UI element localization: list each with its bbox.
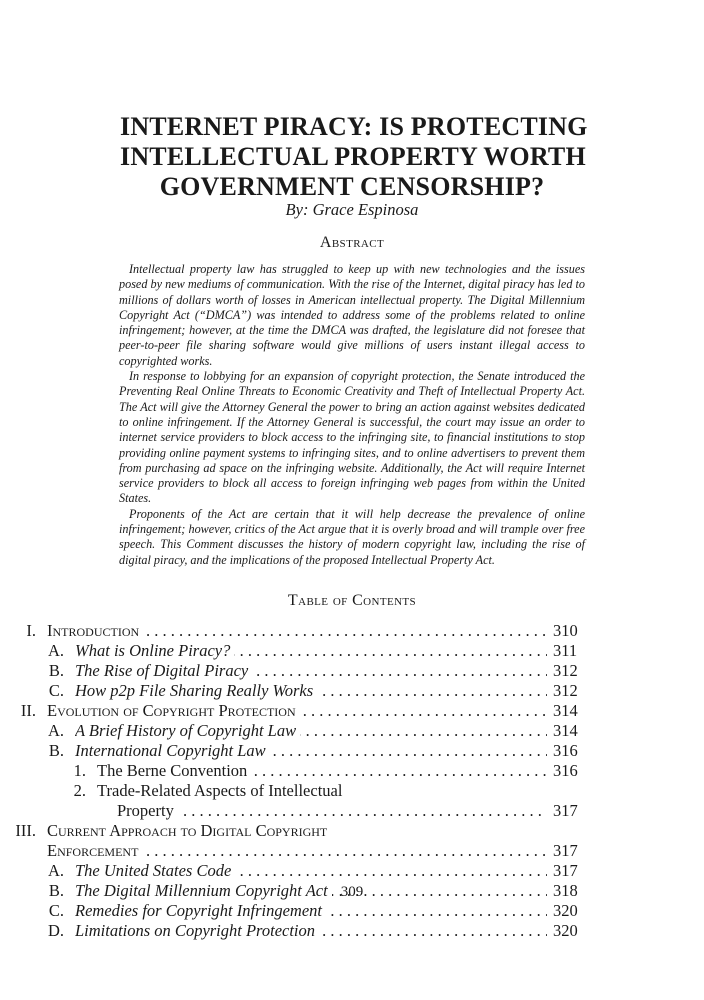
abstract-paragraph: Intellectual property law has struggled to keep up with new technologies and the issues posed by new mediums of communication. With the rise of the Internet, digital piracy has led to millions of dollars worth of losses in American intellectual property. The Digital Millennium Copyright Act (“DMCA”) was intended to address some of the problems related to online infringement; however, at the time the DMCA was drafted, the legislature did not foresee that peer-to-peer file sharing software would give millions of users instant illegal access to copyrighted works. [119, 262, 585, 368]
abstract-body [119, 262, 585, 568]
abstract-paragraph: Proponents of the Act are certain that it will help decrease the prevalence of online infringement; however, critics of the Act argue that it is overly broad and will trample over free speech. This Comment discusses the history of modern copyright law, including the rise of digital piracy, and the implications of the proposed Intellectual Property Act. [119, 506, 585, 567]
toc-entry-page: 312 [553, 681, 578, 700]
toc-entry-number: 1. [73, 761, 86, 780]
toc-entry-number: B. [48, 741, 64, 760]
toc-entry-page: 317 [553, 861, 578, 880]
toc-entry-page: 311 [553, 641, 578, 660]
toc-entry [0, 700, 704, 722]
toc-entry-number: A. [47, 861, 64, 880]
toc-entry-page: 316 [553, 741, 578, 760]
toc-entry-label: How p2p File Sharing Really Works . . . [75, 680, 547, 702]
toc-entry [0, 860, 704, 882]
toc-entry-number: C. [48, 681, 64, 700]
toc-entry [0, 780, 704, 802]
toc-entry-label: The Digital Millennium Copyright Act . . . [75, 880, 547, 902]
toc-entry-page: 317 [553, 801, 578, 820]
toc-entry-label: Enforcement . . . [47, 840, 547, 862]
author-byline: By: Grace Espinosa [285, 200, 419, 219]
toc-entry-label: International Copyright Law . . . [75, 740, 547, 762]
toc-entry-page: 314 [553, 721, 578, 740]
article-title [120, 112, 588, 202]
toc-entry-page: 314 [553, 701, 578, 720]
abstract-paragraph: In response to lobbying for an expansion of copyright protection, the Senate introduced the Preventing Real Online Threats to Economic Creativity and Theft of Intellectual Property Act. The Act will give the Attorney General the power to bring an action against websites dedicated to online infringement. If the Attorney General is successful, the court may issue an order to internet service providers to block access to the infringing site, to financial institutions to stop providing online payment systems to infringing sites, and to online advertisers to prevent them from purchasing ad space on the infringing website. Additionally, the Act will require Internet service providers to block all access to foreign infringing web pages from within the United States. [119, 369, 585, 506]
toc-entry-number: D. [47, 921, 64, 940]
title-line-1: INTERNET PIRACY: IS PROTECTING [120, 112, 588, 141]
toc-entry [0, 620, 704, 642]
toc-entry-number: C. [48, 901, 64, 920]
toc-entry-number: A. [47, 721, 64, 740]
toc-entry [0, 680, 704, 702]
toc-entry-page: 310 [553, 621, 578, 640]
toc-entry [0, 840, 704, 862]
toc-entry-page: 320 [553, 921, 578, 940]
toc-entry-label: Evolution of Copyright Protection . . . [47, 700, 547, 722]
toc-entry-label: Property . . . [117, 800, 547, 822]
toc-entry-number: B. [48, 661, 64, 680]
toc-entry [0, 900, 704, 922]
toc-entry [0, 820, 704, 842]
toc-entry-page: 316 [553, 761, 578, 780]
title-line-3: GOVERNMENT CENSORSHIP? [159, 172, 545, 201]
toc-entry-page: 318 [553, 881, 578, 900]
toc-entry-label: Remedies for Copyright Infringement . . . [75, 900, 547, 922]
toc-entry [0, 800, 704, 822]
toc-entry-label: Trade-Related Aspects of Intellectual [97, 780, 547, 802]
toc-entry-number: B. [48, 881, 64, 900]
toc-entry-page: 317 [553, 841, 578, 860]
toc-entry-page: 320 [553, 901, 578, 920]
toc-entry-page: 312 [553, 661, 578, 680]
abstract-heading: Abstract [319, 234, 385, 251]
toc-entry-label: Introduction . . . [47, 620, 547, 642]
toc-entry-number: I. [26, 621, 36, 640]
toc-heading: Table of Contents [287, 592, 417, 609]
toc-entry [0, 920, 704, 942]
toc-entry-label: The Berne Convention . . . [97, 760, 547, 782]
toc-entry [0, 640, 704, 662]
toc-entry-number: A. [47, 641, 64, 660]
toc-entry [0, 760, 704, 782]
toc-entry-label: Current Approach to Digital Copyright [47, 820, 547, 842]
title-line-2: INTELLECTUAL PROPERTY WORTH [120, 142, 586, 171]
toc-entry [0, 660, 704, 682]
toc-entry-label: Limitations on Copyright Protection . . . [75, 920, 547, 942]
toc-entry-label: The Rise of Digital Piracy . . . [75, 660, 547, 682]
toc-entry-label: What is Online Piracy? . . . [75, 640, 547, 662]
toc-entry-label: The United States Code . . . [75, 860, 547, 882]
toc-entry [0, 720, 704, 742]
toc-entry-number: 2. [73, 781, 86, 800]
toc-entry-label: A Brief History of Copyright Law . . . [75, 720, 547, 742]
toc-entry [0, 740, 704, 762]
toc-entry-number: II. [20, 701, 36, 720]
toc-entry-number: III. [15, 821, 36, 840]
page-number: 309 [340, 884, 364, 900]
